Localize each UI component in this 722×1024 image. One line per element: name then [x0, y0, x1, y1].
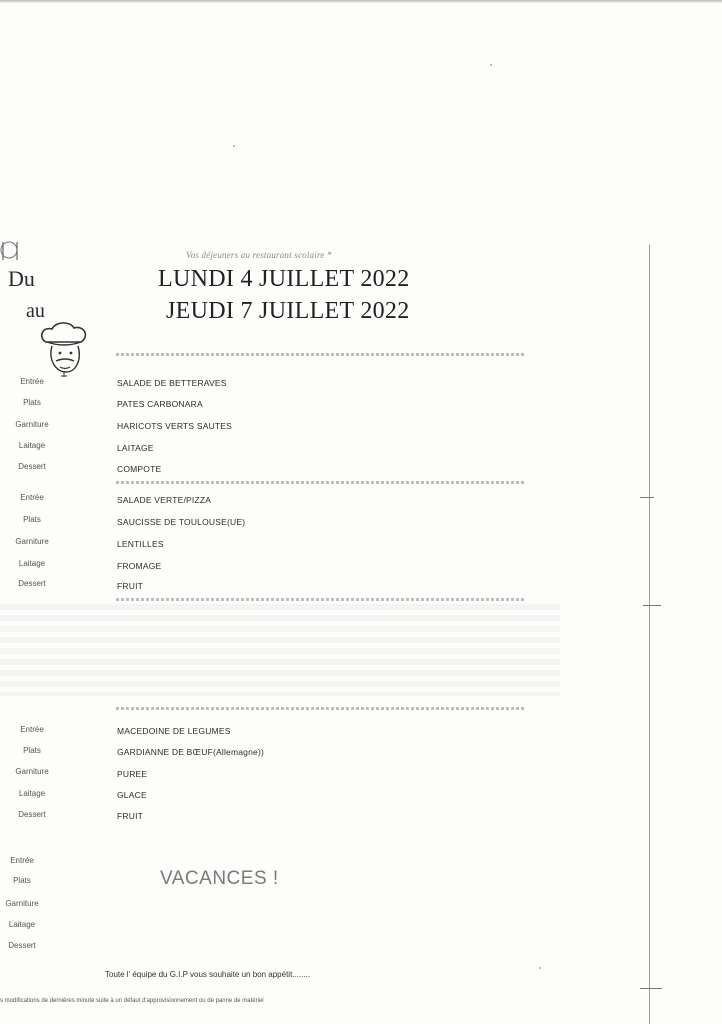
page-right-border	[649, 245, 650, 1024]
fork-knife-icon	[0, 240, 22, 262]
course-label: Dessert	[18, 810, 46, 819]
course-label: Garniture	[15, 767, 49, 776]
dish-name: SALADE VERTE/PIZZA	[117, 495, 212, 505]
border-tick	[640, 497, 654, 498]
dish-name: LENTILLES	[117, 539, 164, 549]
course-label: Plats	[23, 746, 41, 755]
menu-separator	[116, 353, 524, 356]
dish-name: LAITAGE	[117, 443, 154, 453]
course-label: Plats	[13, 876, 31, 885]
scan-speck	[233, 145, 235, 147]
dish-name: GARDIANNE DE BŒUF(Allemagne))	[117, 747, 265, 757]
course-label: Plats	[23, 398, 41, 407]
course-label: Laitage	[18, 559, 46, 568]
dish-name: COMPOTE	[117, 464, 162, 474]
course-label: Laitage	[8, 920, 36, 929]
dish-name: FRUIT	[117, 581, 144, 591]
dish-name: PUREE	[117, 769, 148, 779]
dish-name: GLACE	[117, 790, 147, 800]
course-label: Plats	[23, 515, 41, 524]
menu-separator	[116, 481, 524, 484]
date-from-label: Du	[8, 266, 35, 291]
course-label: Garniture	[15, 420, 49, 429]
course-label: Entrée	[20, 377, 44, 386]
course-label: Dessert	[18, 462, 46, 471]
course-label: Entrée	[20, 725, 44, 734]
dish-name: FROMAGE	[117, 561, 162, 571]
date-start-title: LUNDI 4 JUILLET 2022	[158, 266, 410, 292]
course-label: Garniture	[5, 899, 39, 908]
date-to-label: au	[26, 300, 45, 322]
date-end-title: JEUDI 7 JUILLET 2022	[166, 298, 410, 324]
menu-subtitle: Vos déjeuners au restaurant scolaire *	[186, 250, 332, 260]
scan-speck	[490, 64, 492, 66]
dish-name: PATES CARBONARA	[117, 399, 203, 409]
border-tick	[643, 605, 661, 606]
vacances-notice: VACANCES !	[160, 868, 279, 889]
border-tick	[640, 988, 662, 989]
course-label: Dessert	[18, 579, 46, 588]
menu-separator	[116, 598, 524, 601]
dish-name: SALADE DE BETTERAVES	[117, 378, 227, 388]
course-label: Laitage	[18, 789, 46, 798]
footer-disclaimer: s modifications de dernières minute suite à un défaut d'approvisionnement ou de panne de matériel	[0, 998, 264, 1004]
scan-top-edge	[0, 0, 722, 3]
dish-name: FRUIT	[117, 811, 144, 821]
course-label: Entrée	[10, 856, 34, 865]
dish-name: SAUCISSE DE TOULOUSE(UE)	[117, 517, 246, 527]
faded-bleed-through	[0, 604, 560, 696]
course-label: Entrée	[20, 493, 44, 502]
dish-name: HARICOTS VERTS SAUTES	[117, 421, 233, 431]
chef-icon	[34, 320, 94, 378]
menu-separator	[116, 707, 524, 710]
course-label: Garniture	[15, 537, 49, 546]
scan-speck	[539, 967, 541, 969]
footer-wish: Toute l' équipe du G.I.P vous souhaite un bon appétit........	[105, 970, 311, 979]
course-label: Dessert	[8, 941, 36, 950]
course-label: Laitage	[18, 441, 46, 450]
dish-name: MACEDOINE DE LEGUMES	[117, 726, 231, 736]
